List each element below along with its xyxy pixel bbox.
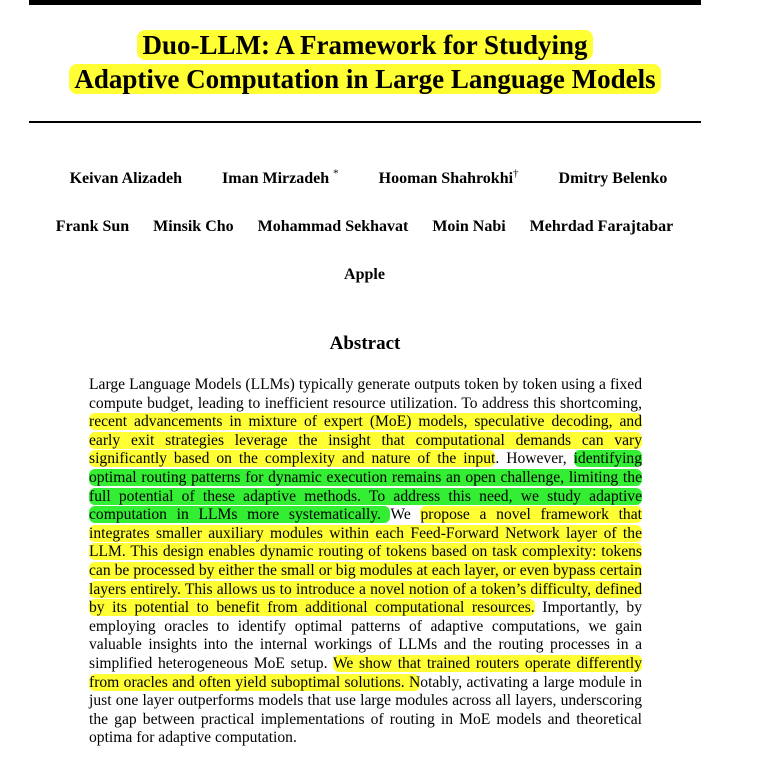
authors-row-1 — [4, 169, 733, 189]
author: Minsik Cho — [153, 218, 234, 235]
affiliation-mark: * — [333, 167, 339, 180]
affiliation: Apple — [344, 266, 385, 283]
paper-title — [29, 28, 701, 96]
abstract-segment: Importantly, by employing oracles to identify optimal patterns of adaptive computations, we gain valuable insights into the internal workings of LLMs and the routing processes in a simplified heterogeneous MoE setup. — [89, 599, 642, 672]
author: Frank Sun — [55, 218, 130, 235]
title-line-1: Duo-LLM: A Framework for Studying — [137, 30, 592, 60]
title-bottom-rule — [29, 121, 701, 123]
abstract-segment-highlight-yellow: recent advancements in mixture of expert (MoE) models, speculative decoding, and early exit strategies leverage the insight that computational demands can vary significantly based on the complexity and nature of the input — [89, 413, 642, 468]
authors-row-2 — [0, 217, 729, 237]
abstract-heading: Abstract — [329, 333, 401, 354]
author: Dmitry Belenko — [558, 170, 668, 187]
abstract-segment-highlight-yellow: We show that trained routers operate differently from oracles and often yield suboptimal solutions. N — [89, 654, 643, 691]
top-rule — [29, 0, 701, 5]
author: Moin Nabi — [432, 218, 506, 235]
title-line-2: Adaptive Computation in Large Language Models — [69, 64, 660, 94]
affiliation-mark: † — [513, 167, 519, 180]
abstract-segment: . However, — [495, 450, 574, 468]
author: Mohammad Sekhavat — [257, 218, 409, 235]
author: Mehrdad Farajtabar — [529, 218, 674, 235]
abstract-segment: We — [390, 506, 421, 524]
author: Keivan Alizadeh — [69, 170, 183, 187]
author: Hooman Shahrokhi† — [378, 167, 519, 187]
abstract-segment-highlight-yellow: propose a novel framework that integrates smaller auxiliary modules within each Feed-Forward Network layer of the LLM. This design enables dynamic routing of tokens based on task complexity: tokens can be processed by either the small or big modules at each layer, or even bypass certain layers entirely. This allows us to introduce a novel notion of a token’s difficulty, defined by its potential to benefit from additional computational resources. — [89, 506, 642, 617]
abstract-segment-highlight-green: identifying optimal routing patterns for dynamic execution remains an open challenge, limiting the full potential of these adaptive methods. To address this need, we study adaptive computation in LLMs more systematically. — [89, 450, 642, 524]
author: Iman Mirzadeh * — [222, 167, 339, 187]
abstract-segment: otably, activating a large module in just one layer outperforms models that use large modules across all layers, underscoring the gap between practical implementations of routing in MoE models and theoretical optima for adaptive computation. — [89, 673, 642, 747]
abstract-body — [89, 376, 642, 748]
abstract-segment: Large Language Models (LLMs) typically generate outputs token by token using a fixed compute budget, leading to inefficient resource utilization. To address this shortcoming, — [89, 376, 642, 412]
